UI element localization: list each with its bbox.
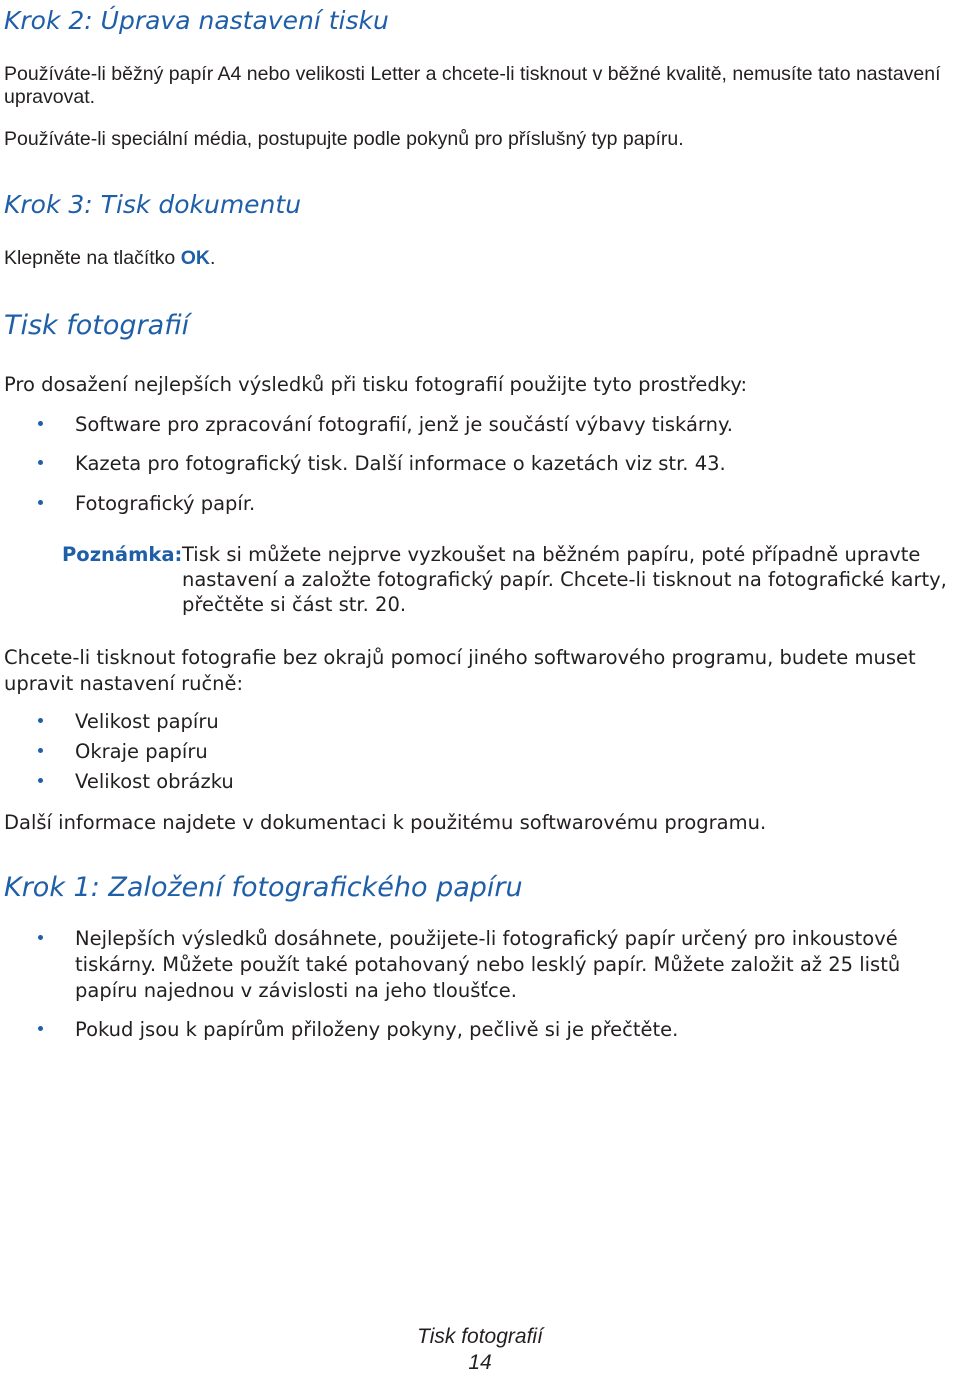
step1-heading: Krok 1: Založení fotografického papíru [4,872,523,903]
bullet-icon [38,421,43,426]
step3-text: Klepněte na tlačítko [4,247,181,269]
step3-period: . [209,247,216,269]
note-line-1: Tisk si můžete nejprve vyzkoušet na běžném papíru, poté případně upravte [182,543,921,566]
list-item [0,1017,960,1043]
footer-title: Tisk fotografií [417,1325,543,1348]
list-item-text: Software pro zpracování fotografií, jenž je součástí výbavy tiskárny. [75,413,733,436]
borderless-paragraph: Chcete-li tisknout fotografie bez okrajů pomocí jiného softwarového programu, budete muset upravit nastavení ručně: [4,646,916,695]
more-info-paragraph: Další informace najdete v dokumentaci k použitému softwarovému programu. [4,811,767,834]
step2-paragraph-2: Používáte-li speciální média, postupujte podle pokynů pro příslušný typ papíru. [4,128,684,150]
bullet-icon [38,935,43,940]
list-item [0,739,960,765]
list-item-text: Velikost papíru [75,710,219,733]
list-item-text: Kazeta pro fotografický tisk. Další informace o kazetách viz str. 43. [75,452,726,475]
list-item [0,709,960,735]
bullet-icon [38,778,43,783]
list-item [0,451,960,477]
bullet-icon [38,718,43,723]
note-line-3: přečtěte si část str. 20. [182,593,407,616]
list-item [0,491,960,517]
list-item [0,769,960,795]
list-item-text: Fotografický papír. [75,492,256,515]
note-block [62,542,956,622]
list-item-text: Nejlepších výsledků dosáhnete, použijete-li fotografický papír určený pro inkoustové tiskárny. Můžete použít také potahovaný nebo lesklý papír. Můžete založit až 25 listů papíru najednou v závislosti na jeho tloušťce. [75,927,901,1002]
note-line-2: nastavení a založte fotografický papír. Chcete-li tisknout na fotografické karty, [182,568,947,591]
step3-heading: Krok 3: Tisk dokumentu [4,190,302,219]
list-item-text: Okraje papíru [75,740,208,763]
photo-section-heading: Tisk fotografií [4,310,190,341]
ok-button-label: OK [180,247,210,269]
note-label: Poznámka: [62,543,183,566]
bullet-icon [38,748,43,753]
photo-section-intro: Pro dosažení nejlepších výsledků při tisku fotografií použijte tyto prostředky: [4,373,748,396]
step3-instruction [4,247,215,270]
list-item-text: Pokud jsou k papírům přiloženy pokyny, pečlivě si je přečtěte. [75,1018,679,1041]
page-number: 14 [468,1351,492,1374]
bullet-icon [38,1026,43,1031]
list-item-text: Velikost obrázku [75,770,234,793]
bullet-icon [38,500,43,505]
list-item [0,926,960,1006]
step2-heading: Krok 2: Úprava nastavení tisku [4,6,389,35]
bullet-icon [38,460,43,465]
list-item [0,412,960,438]
step2-paragraph-1: Používáte-li běžný papír A4 nebo velikosti Letter a chcete-li tisknout v běžné kvalitě, nemusíte tato nastavení upravovat. [4,63,941,108]
